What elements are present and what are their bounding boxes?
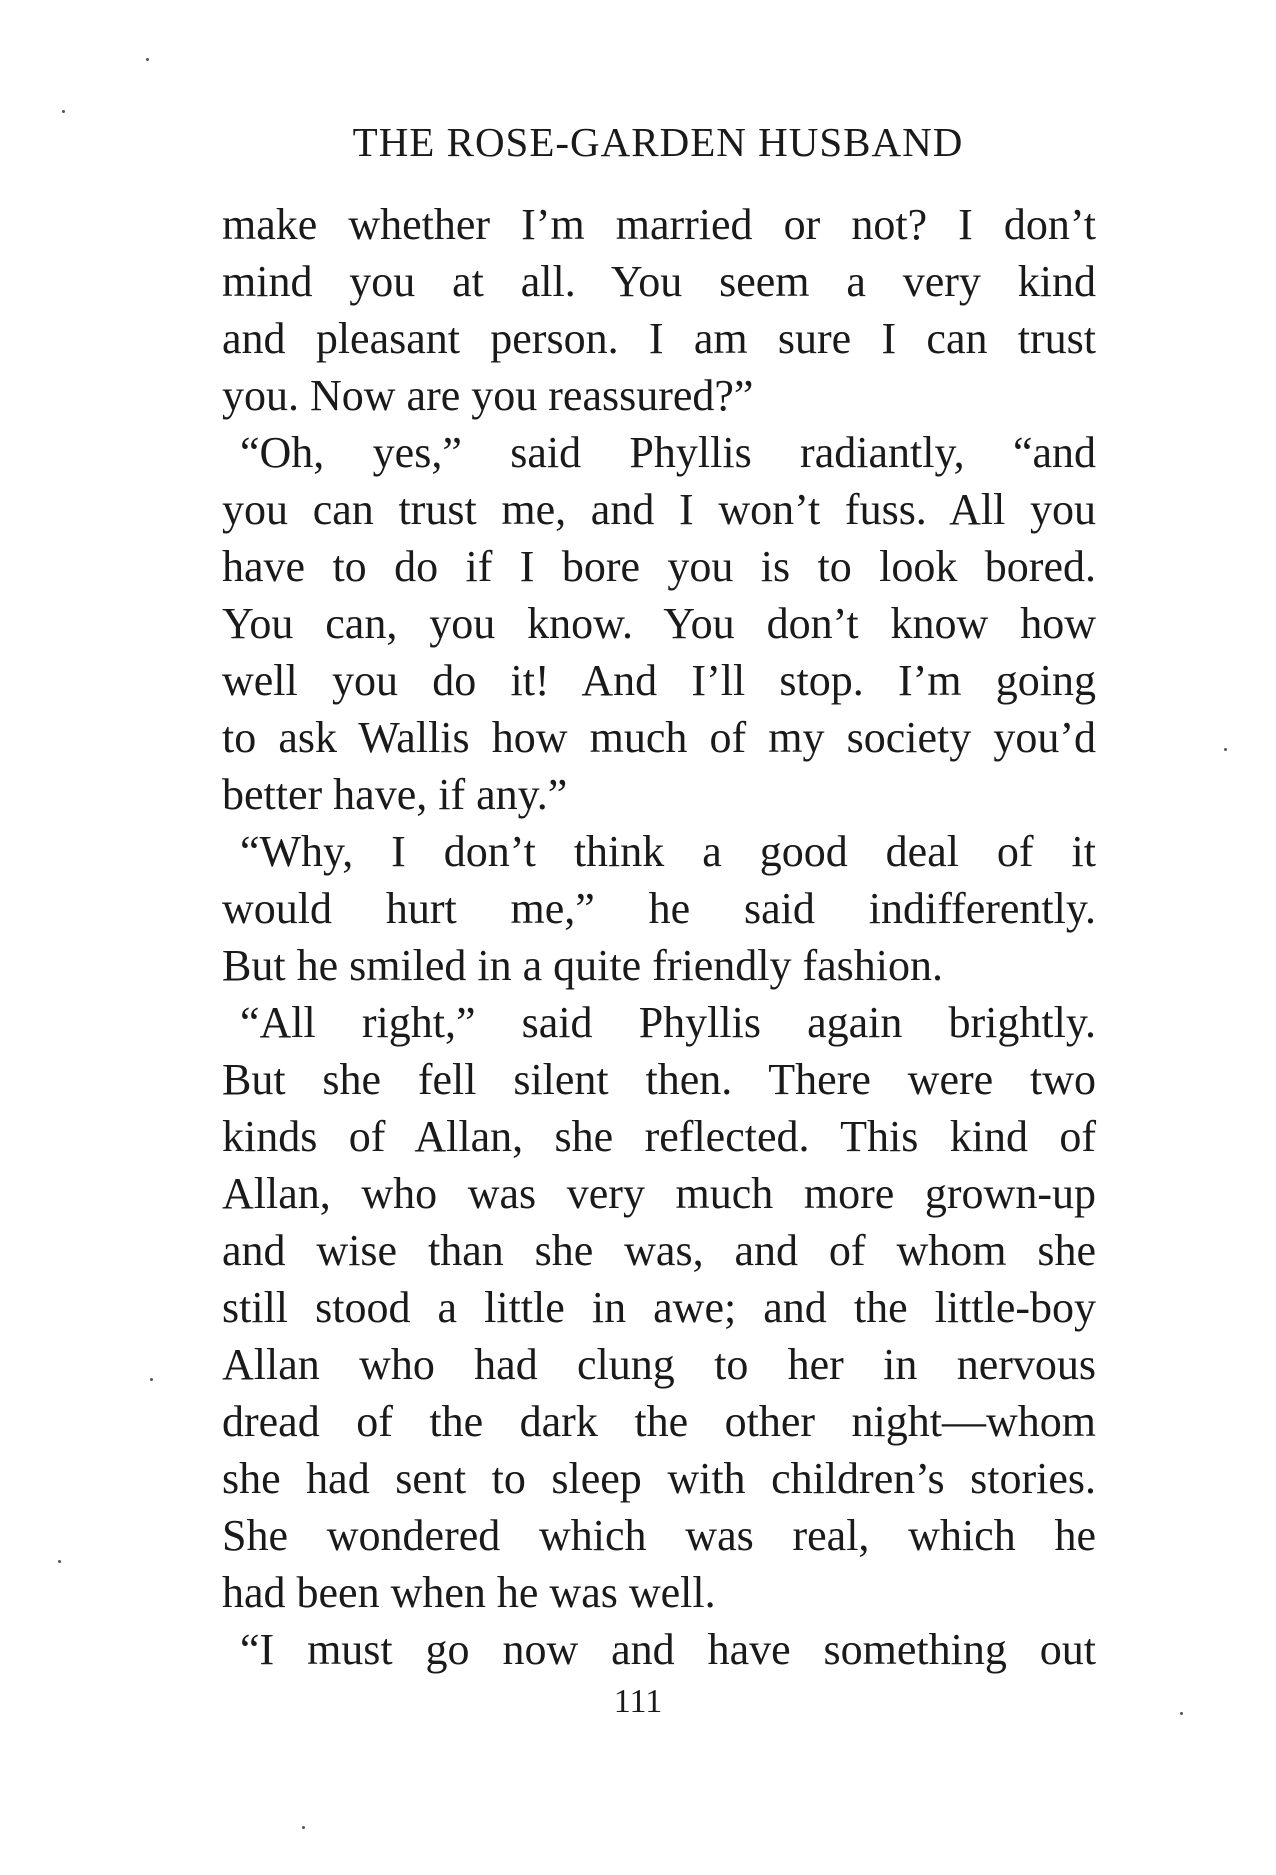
text-line: dread of the dark the other night—whom xyxy=(222,1397,1096,1446)
text-line: better have, if any.” xyxy=(222,770,568,819)
paper-speck xyxy=(1224,748,1227,751)
paper-speck xyxy=(1180,1712,1183,1715)
text-line: Allan, who was very much more grown-up xyxy=(222,1169,1096,1218)
text-line: she had sent to sleep with children’s stories. xyxy=(222,1454,1096,1503)
text-line: you. Now are you reassured?” xyxy=(222,371,754,420)
text-line: still stood a little in awe; and the little-boy xyxy=(222,1283,1096,1332)
text-line: But she fell silent then. There were two xyxy=(222,1055,1096,1104)
running-head: THE ROSE-GARDEN HUSBAND xyxy=(352,119,964,165)
paper-speck xyxy=(150,1378,153,1381)
text-line: kinds of Allan, she reflected. This kind of xyxy=(222,1112,1096,1161)
text-line: But he smiled in a quite friendly fashion. xyxy=(222,941,943,990)
paper-speck xyxy=(62,110,65,113)
text-line: and pleasant person. I am sure I can trust xyxy=(222,314,1096,363)
text-line: Allan who had clung to her in nervous xyxy=(222,1340,1096,1389)
text-line: have to do if I bore you is to look bored. xyxy=(222,542,1096,591)
paper-speck xyxy=(302,1826,305,1829)
text-line: mind you at all. You seem a very kind xyxy=(222,257,1096,306)
paper-speck xyxy=(58,1560,61,1563)
page-number: 111 xyxy=(613,1683,663,1720)
body-text xyxy=(222,196,1096,1678)
text-line: She wondered which was real, which he xyxy=(222,1511,1096,1560)
text-line: You can, you know. You don’t know how xyxy=(222,599,1096,648)
text-line: “Oh, yes,” said Phyllis radiantly, “and xyxy=(240,428,1096,477)
text-line: you can trust me, and I won’t fuss. All you xyxy=(222,485,1096,534)
text-line: would hurt me,” he said indifferently. xyxy=(222,884,1096,933)
paper-speck xyxy=(146,58,149,61)
text-line: “Why, I don’t think a good deal of it xyxy=(240,827,1096,876)
text-line: to ask Wallis how much of my society you’d xyxy=(222,713,1096,762)
text-line: and wise than she was, and of whom she xyxy=(222,1226,1096,1275)
text-line: make whether I’m married or not? I don’t xyxy=(222,200,1096,249)
text-line: well you do it! And I’ll stop. I’m going xyxy=(222,656,1096,705)
text-line: had been when he was well. xyxy=(222,1568,716,1617)
text-line: “I must go now and have something out xyxy=(240,1625,1096,1674)
text-line: “All right,” said Phyllis again brightly. xyxy=(240,998,1096,1047)
